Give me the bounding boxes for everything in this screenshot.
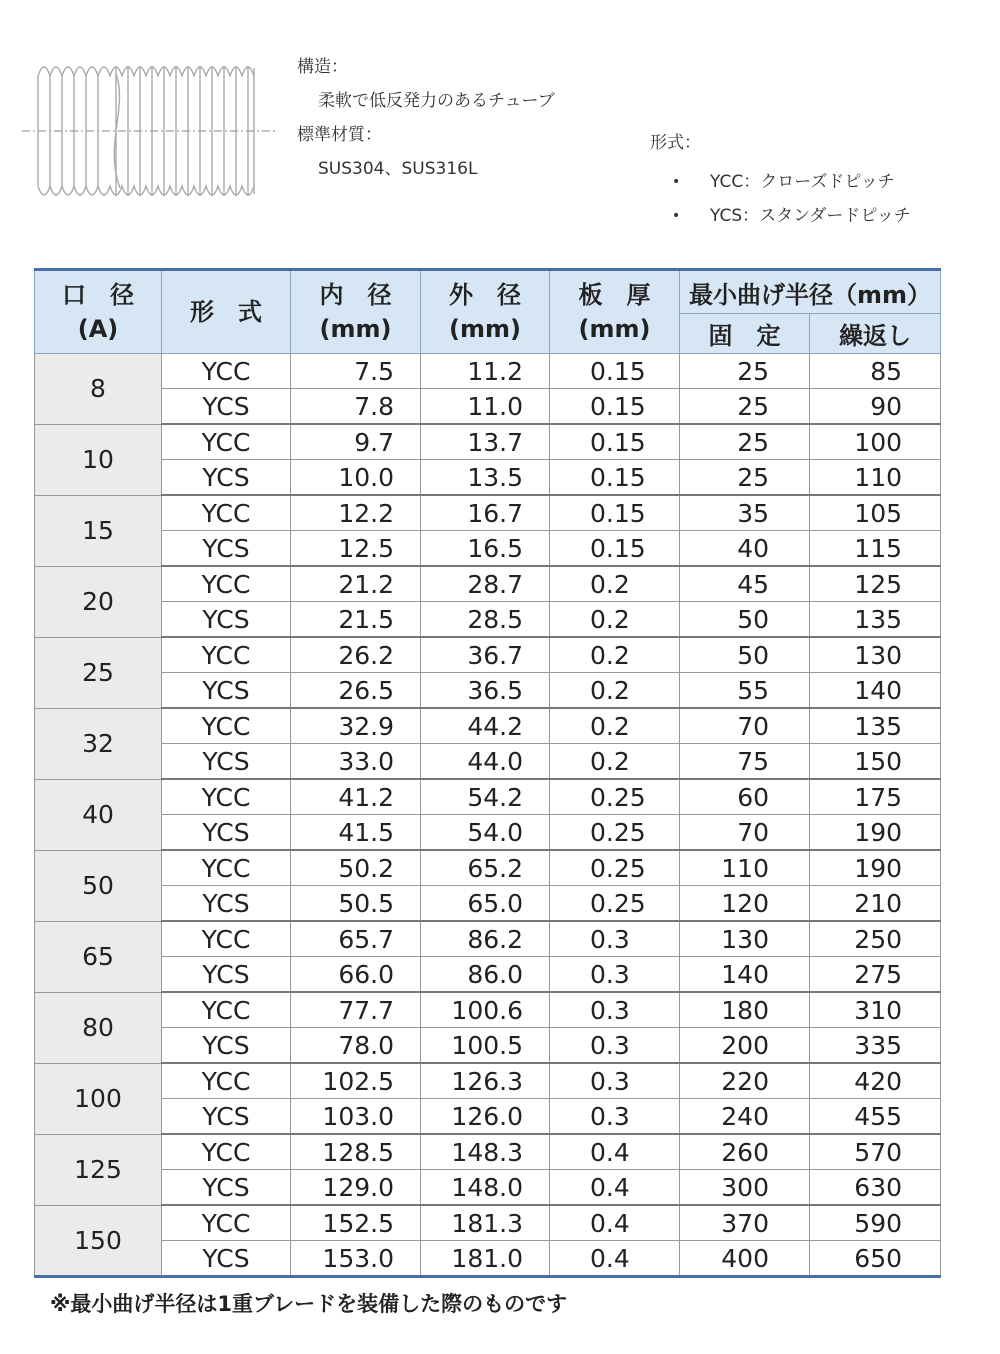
cell-type: YCS [162, 460, 291, 496]
cell-thickness: 0.15 [550, 495, 680, 531]
cell-size: 100 [35, 1063, 162, 1134]
cell-repeat: 420 [810, 1063, 941, 1099]
cell-thickness: 0.15 [550, 531, 680, 567]
cell-repeat: 190 [810, 815, 941, 851]
cell-repeat: 105 [810, 495, 941, 531]
cell-repeat: 140 [810, 673, 941, 709]
cell-inner: 26.2 [291, 637, 421, 673]
cell-type: YCS [162, 1241, 291, 1277]
cell-outer: 11.2 [421, 354, 550, 389]
cell-inner: 102.5 [291, 1063, 421, 1099]
cell-repeat: 590 [810, 1205, 941, 1241]
cell-outer: 16.5 [421, 531, 550, 567]
cell-fixed: 240 [680, 1099, 810, 1135]
table-body [35, 354, 941, 1277]
cell-fixed: 25 [680, 460, 810, 496]
cell-repeat: 125 [810, 566, 941, 602]
cell-outer: 54.2 [421, 779, 550, 815]
cell-type: YCS [162, 1099, 291, 1135]
cell-inner: 32.9 [291, 708, 421, 744]
cell-type: YCC [162, 637, 291, 673]
cell-repeat: 650 [810, 1241, 941, 1277]
cell-repeat: 135 [810, 708, 941, 744]
cell-type: YCC [162, 708, 291, 744]
cell-type: YCS [162, 815, 291, 851]
cell-type: YCS [162, 1028, 291, 1064]
cell-outer: 181.3 [421, 1205, 550, 1241]
table-row [35, 354, 941, 389]
cell-inner: 10.0 [291, 460, 421, 496]
forms-item-label: YCS：スタンダードピッチ [710, 206, 911, 226]
cell-repeat: 90 [810, 389, 941, 425]
header-repeat: 繰返し [810, 314, 941, 354]
cell-inner: 78.0 [291, 1028, 421, 1064]
table-row [35, 886, 941, 922]
cell-size: 10 [35, 424, 162, 495]
cell-repeat: 250 [810, 921, 941, 957]
cell-fixed: 70 [680, 815, 810, 851]
cell-inner: 41.5 [291, 815, 421, 851]
cell-outer: 13.5 [421, 460, 550, 496]
cell-size: 125 [35, 1134, 162, 1205]
cell-size: 25 [35, 637, 162, 708]
cell-thickness: 0.2 [550, 673, 680, 709]
cell-fixed: 200 [680, 1028, 810, 1064]
cell-thickness: 0.3 [550, 957, 680, 993]
cell-outer: 65.0 [421, 886, 550, 922]
cell-type: YCC [162, 566, 291, 602]
cell-size: 150 [35, 1205, 162, 1277]
cell-type: YCC [162, 779, 291, 815]
cell-outer: 100.6 [421, 992, 550, 1028]
cell-outer: 126.0 [421, 1099, 550, 1135]
table-row [35, 566, 941, 602]
cell-size: 80 [35, 992, 162, 1063]
cell-fixed: 260 [680, 1134, 810, 1170]
cell-inner: 66.0 [291, 957, 421, 993]
cell-outer: 65.2 [421, 850, 550, 886]
cell-thickness: 0.15 [550, 460, 680, 496]
cell-thickness: 0.25 [550, 850, 680, 886]
cell-inner: 77.7 [291, 992, 421, 1028]
cell-inner: 152.5 [291, 1205, 421, 1241]
cell-outer: 54.0 [421, 815, 550, 851]
cell-fixed: 120 [680, 886, 810, 922]
header-fixed: 固 定 [680, 314, 810, 354]
cell-repeat: 210 [810, 886, 941, 922]
cell-repeat: 275 [810, 957, 941, 993]
cell-type: YCS [162, 602, 291, 638]
cell-inner: 7.5 [291, 354, 421, 389]
cell-inner: 12.2 [291, 495, 421, 531]
cell-outer: 86.2 [421, 921, 550, 957]
footnote: ※最小曲げ半径は1重ブレードを装備した際のものです [50, 1292, 568, 1316]
cell-repeat: 130 [810, 637, 941, 673]
forms-item-ycs [650, 199, 990, 233]
cell-thickness: 0.15 [550, 354, 680, 389]
cell-size: 32 [35, 708, 162, 779]
cell-size: 15 [35, 495, 162, 566]
cell-thickness: 0.4 [550, 1134, 680, 1170]
table-row [35, 1028, 941, 1064]
cell-thickness: 0.3 [550, 1063, 680, 1099]
cell-thickness: 0.3 [550, 992, 680, 1028]
table-row [35, 992, 941, 1028]
cell-repeat: 100 [810, 424, 941, 460]
cell-fixed: 25 [680, 389, 810, 425]
cell-outer: 44.0 [421, 744, 550, 780]
cell-inner: 33.0 [291, 744, 421, 780]
table-row [35, 1241, 941, 1277]
cell-repeat: 85 [810, 354, 941, 389]
cell-fixed: 50 [680, 602, 810, 638]
cell-inner: 26.5 [291, 673, 421, 709]
cell-repeat: 175 [810, 779, 941, 815]
cell-type: YCC [162, 354, 291, 389]
cell-type: YCS [162, 744, 291, 780]
forms-item-ycc [650, 165, 990, 199]
cell-thickness: 0.25 [550, 886, 680, 922]
cell-outer: 13.7 [421, 424, 550, 460]
cell-repeat: 630 [810, 1170, 941, 1206]
header-outer-unit: (mm) [449, 315, 521, 343]
bellows-tube-drawing [20, 46, 282, 216]
cell-fixed: 40 [680, 531, 810, 567]
cell-size: 50 [35, 850, 162, 921]
table-row [35, 637, 941, 673]
bullet-icon: • [672, 208, 681, 224]
cell-fixed: 35 [680, 495, 810, 531]
cell-thickness: 0.3 [550, 921, 680, 957]
table-row [35, 673, 941, 709]
table-row [35, 779, 941, 815]
header-bend: 最小曲げ半径（mm） [680, 270, 941, 314]
cell-fixed: 130 [680, 921, 810, 957]
cell-size: 20 [35, 566, 162, 637]
cell-type: YCC [162, 495, 291, 531]
table-row [35, 495, 941, 531]
header-size-unit: (A) [77, 315, 119, 343]
cell-repeat: 335 [810, 1028, 941, 1064]
cell-size: 65 [35, 921, 162, 992]
cell-fixed: 400 [680, 1241, 810, 1277]
cell-type: YCC [162, 424, 291, 460]
header-thickness-unit: (mm) [578, 315, 651, 343]
table-row [35, 1063, 941, 1099]
cell-thickness: 0.2 [550, 566, 680, 602]
cell-type: YCS [162, 673, 291, 709]
cell-outer: 36.5 [421, 673, 550, 709]
header-type: 形 式 [162, 270, 291, 354]
table-header [35, 270, 941, 354]
structure-text: 柔軟で低反発力のあるチューブ [318, 91, 555, 111]
cell-repeat: 455 [810, 1099, 941, 1135]
cell-inner: 129.0 [291, 1170, 421, 1206]
header-thickness [550, 270, 680, 354]
cell-fixed: 25 [680, 354, 810, 389]
cell-thickness: 0.2 [550, 602, 680, 638]
header-inner-label: 内 径 [319, 281, 392, 309]
cell-inner: 41.2 [291, 779, 421, 815]
cell-type: YCS [162, 389, 291, 425]
cell-fixed: 110 [680, 850, 810, 886]
cell-thickness: 0.4 [550, 1241, 680, 1277]
cell-thickness: 0.3 [550, 1099, 680, 1135]
bullet-icon: • [672, 174, 681, 190]
cell-thickness: 0.4 [550, 1170, 680, 1206]
cell-type: YCC [162, 921, 291, 957]
header-thickness-label: 板 厚 [578, 281, 651, 309]
cell-inner: 128.5 [291, 1134, 421, 1170]
forms-list [650, 165, 990, 233]
cell-inner: 103.0 [291, 1099, 421, 1135]
cell-fixed: 60 [680, 779, 810, 815]
cell-inner: 153.0 [291, 1241, 421, 1277]
cell-fixed: 70 [680, 708, 810, 744]
cell-outer: 100.5 [421, 1028, 550, 1064]
table-row [35, 389, 941, 425]
table-row [35, 1099, 941, 1135]
cell-thickness: 0.15 [550, 424, 680, 460]
cell-repeat: 150 [810, 744, 941, 780]
table-row [35, 815, 941, 851]
bellows-tube-diagram [20, 46, 282, 216]
cell-outer: 11.0 [421, 389, 550, 425]
cell-outer: 126.3 [421, 1063, 550, 1099]
material-text: SUS304、SUS316L [318, 159, 478, 179]
cell-thickness: 0.25 [550, 779, 680, 815]
cell-thickness: 0.3 [550, 1028, 680, 1064]
header-size-label: 口 径 [62, 281, 134, 309]
cell-type: YCC [162, 850, 291, 886]
cell-outer: 36.7 [421, 637, 550, 673]
cell-thickness: 0.4 [550, 1205, 680, 1241]
cell-outer: 148.3 [421, 1134, 550, 1170]
cell-thickness: 0.2 [550, 744, 680, 780]
cell-fixed: 45 [680, 566, 810, 602]
table-row [35, 1134, 941, 1170]
forms-section [650, 128, 990, 233]
cell-type: YCC [162, 992, 291, 1028]
table-row [35, 921, 941, 957]
cell-fixed: 75 [680, 744, 810, 780]
cell-outer: 44.2 [421, 708, 550, 744]
cell-thickness: 0.2 [550, 708, 680, 744]
cell-size: 40 [35, 779, 162, 850]
cell-repeat: 190 [810, 850, 941, 886]
cell-inner: 50.5 [291, 886, 421, 922]
cell-repeat: 310 [810, 992, 941, 1028]
cell-thickness: 0.2 [550, 637, 680, 673]
cell-type: YCS [162, 531, 291, 567]
cell-type: YCC [162, 1134, 291, 1170]
cell-repeat: 115 [810, 531, 941, 567]
cell-fixed: 180 [680, 992, 810, 1028]
cell-type: YCS [162, 886, 291, 922]
cell-outer: 28.5 [421, 602, 550, 638]
header-inner-unit: (mm) [319, 315, 392, 343]
forms-title: 形式： [650, 133, 701, 153]
cell-inner: 21.5 [291, 602, 421, 638]
table-row [35, 1170, 941, 1206]
cell-outer: 148.0 [421, 1170, 550, 1206]
cell-fixed: 55 [680, 673, 810, 709]
table-row [35, 531, 941, 567]
header-inner [291, 270, 421, 354]
cell-outer: 181.0 [421, 1241, 550, 1277]
structure-label: 構造： [297, 57, 348, 77]
cell-inner: 12.5 [291, 531, 421, 567]
cell-type: YCS [162, 1170, 291, 1206]
cell-outer: 16.7 [421, 495, 550, 531]
cell-fixed: 370 [680, 1205, 810, 1241]
table-row [35, 602, 941, 638]
spec-table [34, 268, 941, 1278]
cell-fixed: 300 [680, 1170, 810, 1206]
table-row [35, 708, 941, 744]
header-outer [421, 270, 550, 354]
cell-fixed: 25 [680, 424, 810, 460]
table-row [35, 744, 941, 780]
cell-fixed: 220 [680, 1063, 810, 1099]
cell-fixed: 50 [680, 637, 810, 673]
cell-repeat: 135 [810, 602, 941, 638]
header-size [35, 270, 162, 354]
cell-outer: 28.7 [421, 566, 550, 602]
cell-inner: 50.2 [291, 850, 421, 886]
forms-item-label: YCC：クローズドピッチ [710, 172, 895, 192]
cell-type: YCC [162, 1205, 291, 1241]
header-outer-label: 外 径 [449, 281, 521, 309]
table-row [35, 850, 941, 886]
cell-inner: 65.7 [291, 921, 421, 957]
cell-type: YCS [162, 957, 291, 993]
cell-type: YCC [162, 1063, 291, 1099]
table-row [35, 957, 941, 993]
material-label: 標準材質： [297, 125, 382, 145]
cell-inner: 9.7 [291, 424, 421, 460]
cell-inner: 21.2 [291, 566, 421, 602]
cell-repeat: 570 [810, 1134, 941, 1170]
cell-repeat: 110 [810, 460, 941, 496]
cell-outer: 86.0 [421, 957, 550, 993]
cell-thickness: 0.25 [550, 815, 680, 851]
cell-thickness: 0.15 [550, 389, 680, 425]
cell-size: 8 [35, 354, 162, 425]
table-row [35, 1205, 941, 1241]
table-row [35, 424, 941, 460]
cell-inner: 7.8 [291, 389, 421, 425]
table-row [35, 460, 941, 496]
cell-fixed: 140 [680, 957, 810, 993]
